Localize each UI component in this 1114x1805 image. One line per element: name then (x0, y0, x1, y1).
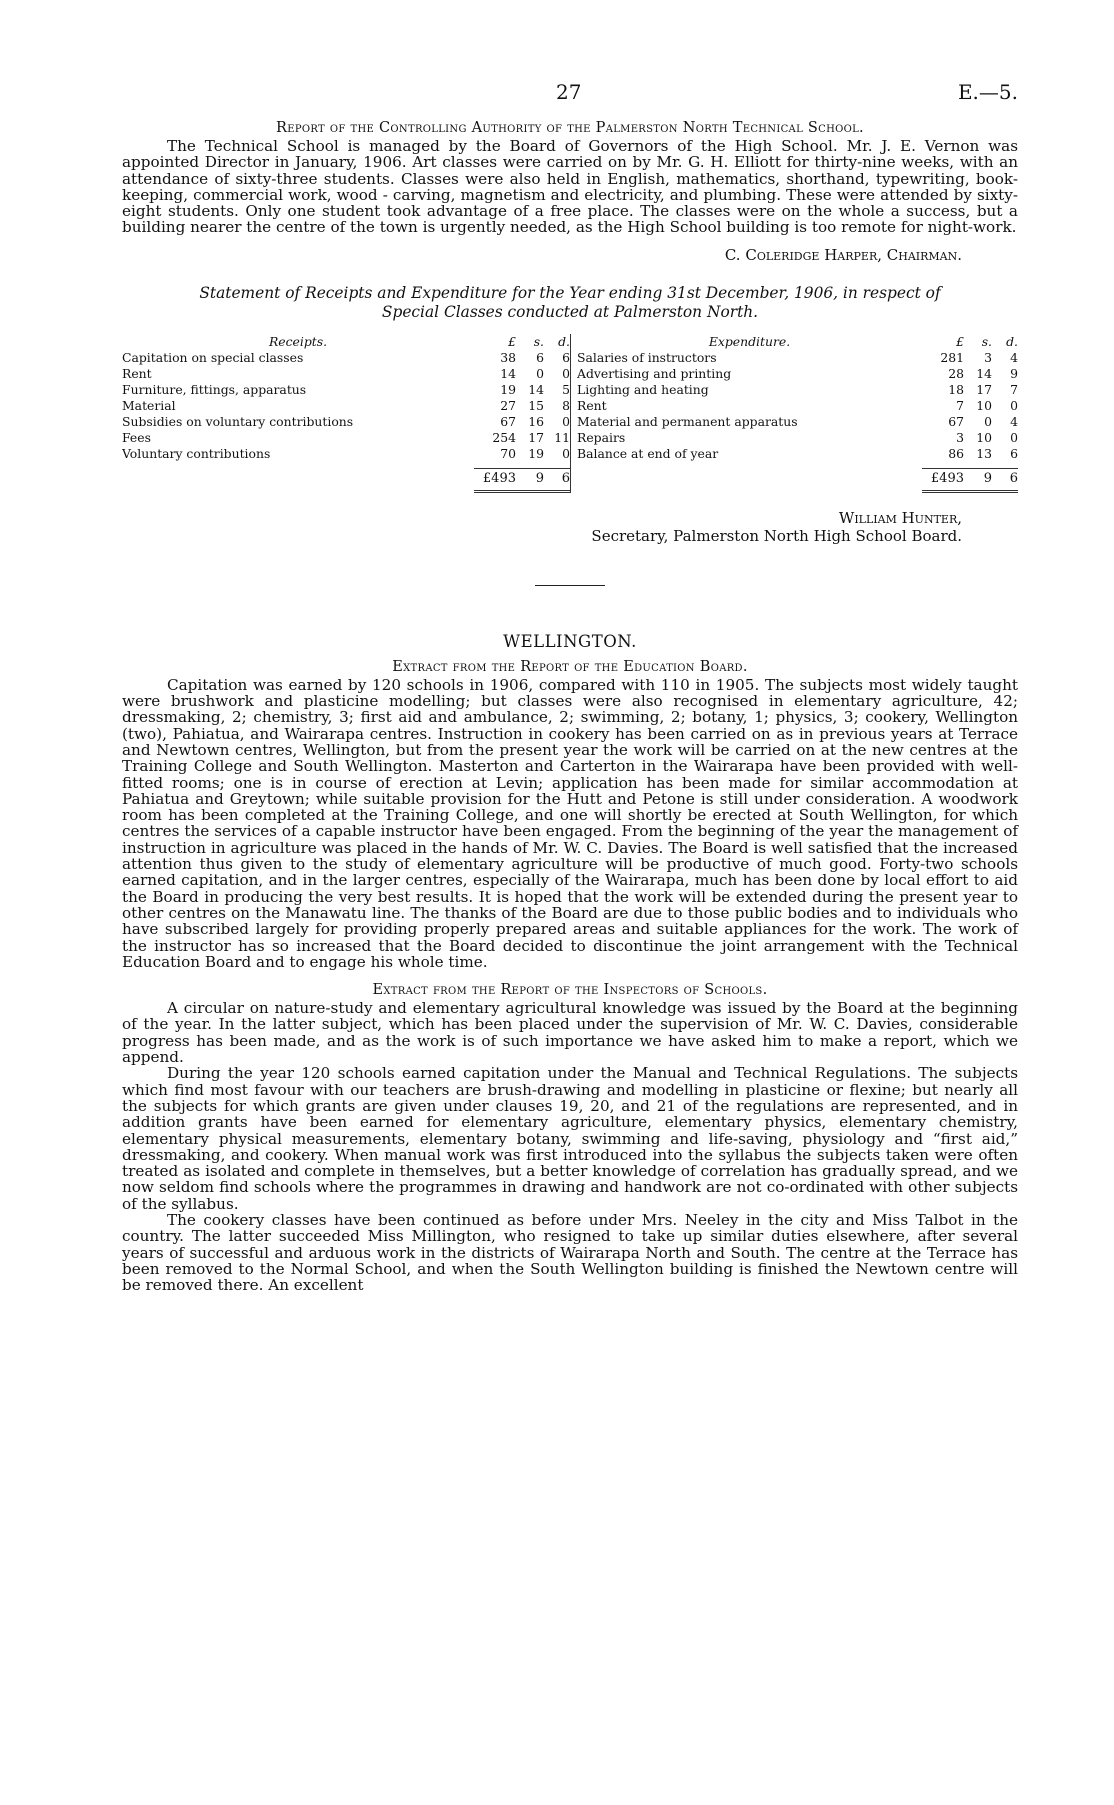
ledger-amount: 27 15 8 (500, 397, 570, 413)
receipts-rows (122, 350, 570, 462)
ledger-amount: 18 17 7 (948, 381, 1018, 397)
ledger-amount: 3 10 0 (956, 429, 1018, 445)
receipts-column (122, 334, 570, 493)
ledger-amount: 254 17 11 (492, 429, 570, 445)
ledger-item-label: Balance at end of year (577, 445, 719, 461)
statement-title-line2: Special Classes conducted at Palmerston North. (381, 302, 759, 321)
receipts-currency-header: £ s. d. (508, 333, 570, 349)
expenditure-row (577, 398, 1018, 414)
ledger-item-label: Rent (122, 365, 152, 381)
running-header (122, 80, 1018, 114)
inspectors-paragraph-1: A circular on nature-study and elementary agricultural knowledge was issued by the Board at the beginning of the year. In the latter subject, which has been placed under the supervision of Mr. W. C. Davies, considerable progress has been made, and as the work is of such importance we have asked him to make a report, which we append. (122, 999, 1018, 1067)
chairman-signature: C. Coleridge Harper, Chairman. (724, 245, 962, 264)
ledger-amount: 38 6 6 (500, 349, 570, 365)
expenditure-label: Expenditure. (708, 333, 791, 349)
statement-title (122, 284, 1018, 322)
wellington-heading: WELLINGTON. (503, 631, 637, 651)
ledger-amount: 86 13 6 (948, 445, 1018, 461)
ledger-amount: 67 0 4 (948, 413, 1018, 429)
expenditure-rows (577, 350, 1018, 462)
expenditure-header (577, 334, 1018, 350)
page-number: 27 (556, 80, 582, 104)
secretary-signature (122, 509, 962, 545)
ledger-item-label: Salaries of instructors (577, 349, 717, 365)
ledger-item-label: Material and permanent apparatus (577, 413, 798, 429)
expenditure-row (577, 382, 1018, 398)
ledger-item-label: Repairs (577, 429, 626, 445)
ledger-amount: 70 19 0 (500, 445, 570, 461)
receipt-row (122, 366, 570, 382)
receipt-row (122, 414, 570, 430)
statement-title-line1: Statement of Receipts and Expenditure for the Year ending 31st December, 1906, in respect of (199, 283, 941, 302)
ledger-amount: 7 10 0 (956, 397, 1018, 413)
education-board-body: Capitation was earned by 120 schools in 1906, compared with 110 in 1905. The subjects most widely taught were brushwork and plasticine modelling; but classes were also recognised in elementary agriculture, 42; dressmaking, 2; chemistry, 3; first aid and ambulance, 2; swimming, 2; botany, 1; physics, 3; cookery, Wellington (two), Pahiatua, and Wairarapa centres. Instruction in cookery has been carried on as in previous years at Terrace and Newtown centres, Wellington, but from the present year the work will be carried on at the new centres at the Training College and South Wellington. Masterton and Carterton in the Wairarapa have been provided with well-fitted rooms; one is in course of erection at Levin; application has been made for similar accommodation at Pahiatua and Greytown; while suitable provision for the Hutt and Petone is still under consideration. A woodwork room has been completed at the Training College, and one will shortly be erected at South Wellington, for which centres the services of a capable instructor have been engaged. From the beginning of the year the management of instruction in agriculture was placed in the hands of Mr. W. C. Davies. The Board is well satisfied that the increased attention thus given to the study of elementary agriculture will be productive of much good. Forty-two schools earned capitation, and in the larger centres, especially of the Wairarapa, much has been done by local effort to aid the Board in producing the very best results. It is hoped that the work will be extended during the present year to other centres on the Manawatu line. The thanks of the Board are due to those public bodies and to individuals who have subscribed largely for providing properly prepared areas and suitable appliances for the work. The work of the instructor has so increased that the Board decided to discontinue the joint arrangement with the Technical Education Board and to engage his whole time. (122, 675, 1018, 971)
palmerston-report-heading: Report of the Controlling Authority of the Palmerston North Technical School. (276, 120, 864, 136)
ledger-amount: 28 14 9 (948, 365, 1018, 381)
ledger-item-label: Rent (577, 397, 607, 413)
receipt-row (122, 398, 570, 414)
ledger-amount: 67 16 0 (500, 413, 570, 429)
expenditure-row (577, 430, 1018, 446)
inspectors-paragraph-2: During the year 120 schools earned capitation under the Manual and Technical Regulations. The subjects which find most favour with our teachers are brush-drawing and modelling in plasticine or flexine; but nearly all the subjects for which grants are given under clauses 19, 20, and 21 of the regulations are represented, and in addition grants have been earned for elementary agriculture, elementary physics, elementary chemistry, elementary physical measurements, elementary botany, swimming and life-saving, physiology and “first aid,” dressmaking, and cookery. When manual work was first introduced into the syllabus the subjects taken were often treated as isolated and complete in themselves, but a better knowledge of correlation has gradually spread, and we now seldom find schools where the programmes in drawing and handwork are not co-ordinated with other subjects of the syllabus. (122, 1064, 1018, 1213)
section-divider (535, 585, 605, 586)
expenditure-row (577, 446, 1018, 462)
expenditure-row (577, 414, 1018, 430)
receipts-expenditure-ledger (122, 334, 1018, 493)
expenditure-row (577, 350, 1018, 366)
receipts-total: £493 9 6 (122, 468, 570, 493)
inspectors-paragraph-3: The cookery classes have been continued as before under Mrs. Neeley in the city and Miss Talbot in the country. The latter succeeded Miss Millington, who resigned to take up similar duties elsewhere, after several years of successful and arduous work in the districts of Wairarapa North and South. The centre at the Terrace has been removed to the Normal School, and when the South Wellington building is finished the Newtown centre will be removed there. An excellent (122, 1210, 1018, 1295)
receipts-label: Receipts. (268, 333, 328, 349)
expenditure-column (570, 334, 1018, 493)
ledger-item-label: Capitation on special classes (122, 349, 304, 365)
receipt-row (122, 350, 570, 366)
ledger-amount: 14 0 0 (500, 365, 570, 381)
ledger-item-label: Lighting and heating (577, 381, 709, 397)
expenditure-total: £493 9 6 (577, 468, 1018, 493)
inspectors-heading: Extract from the Report of the Inspectors of Schools. (372, 982, 768, 999)
palmerston-report-body: The Technical School is managed by the Board of Governors of the High School. Mr. J. E. Vernon was appointed Director in January, 1906. Art classes were carried on by Mr. G. H. Elliott for thirty-nine weeks, with an attendance of sixty-three students. Classes were also held in English, mathematics, shorthand, typewriting, book-keeping, commercial work, wood - carving, magnetism and electricity, and plumbing. These were attended by sixty-eight students. Only one student took advantage of a free place. The classes were on the whole a success, but a building nearer the centre of the town is urgently needed, as the High School building is too remote for night-work. (122, 137, 1018, 237)
ledger-item-label: Voluntary contributions (122, 445, 271, 461)
ledger-item-label: Furniture, fittings, apparatus (122, 381, 307, 397)
receipt-row (122, 382, 570, 398)
ledger-item-label: Advertising and printing (577, 365, 732, 381)
receipts-header (122, 334, 570, 350)
document-reference: E.—5. (957, 80, 1018, 104)
expenditure-currency-header: £ s. d. (956, 333, 1018, 349)
receipt-row (122, 430, 570, 446)
ledger-amount: 19 14 5 (500, 381, 570, 397)
secretary-name: William Hunter, (838, 508, 962, 527)
receipt-row (122, 446, 570, 462)
document-page (122, 80, 1018, 1293)
education-board-heading: Extract from the Report of the Education Board. (392, 658, 748, 675)
expenditure-row (577, 366, 1018, 382)
ledger-item-label: Subsidies on voluntary contributions (122, 413, 354, 429)
ledger-amount: 281 3 4 (940, 349, 1018, 365)
secretary-title: Secretary, Palmerston North High School Board. (591, 526, 962, 545)
ledger-item-label: Material (122, 397, 176, 413)
ledger-item-label: Fees (122, 429, 151, 445)
